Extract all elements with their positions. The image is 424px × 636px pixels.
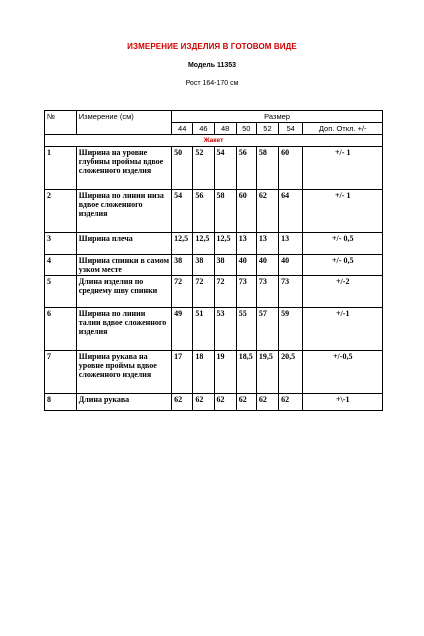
size-value: 20,5 — [279, 351, 303, 394]
measurement-name: Длина изделия по среднему шву спинки — [76, 276, 171, 308]
size-value: 40 — [236, 255, 256, 276]
row-number: 8 — [45, 394, 77, 411]
table-row — [45, 276, 383, 308]
row-number: 1 — [45, 147, 77, 190]
height-range: Рост 164-170 см — [185, 80, 239, 87]
size-value: 18 — [193, 351, 214, 394]
size-value: 18,5 — [236, 351, 256, 394]
size-value: 52 — [193, 147, 214, 190]
size-header: 54 — [279, 123, 303, 135]
size-value: 53 — [214, 308, 236, 351]
size-value: 60 — [236, 190, 256, 233]
size-value: 13 — [236, 233, 256, 255]
size-header: 44 — [172, 123, 193, 135]
size-value: 54 — [172, 190, 193, 233]
table-row — [45, 308, 383, 351]
size-value: 50 — [172, 147, 193, 190]
size-value: 40 — [256, 255, 278, 276]
measurement-name: Ширина на уровне глубины проймы вдвое сложенного изделия — [76, 147, 171, 190]
size-value: 73 — [236, 276, 256, 308]
tolerance-value: +/- 1 — [303, 147, 383, 190]
size-header: 52 — [256, 123, 278, 135]
tolerance-value: +\-1 — [303, 394, 383, 411]
table-row — [45, 233, 383, 255]
size-value: 64 — [279, 190, 303, 233]
tolerance-value: +/-1 — [303, 308, 383, 351]
size-value: 19 — [214, 351, 236, 394]
measurement-name: Ширина рукава на уровне проймы вдвое сложенного изделия — [76, 351, 171, 394]
size-value: 58 — [256, 147, 278, 190]
section-row — [45, 135, 383, 147]
tolerance-value: +/- 0,5 — [303, 255, 383, 276]
measurement-name: Длина рукава — [76, 394, 171, 411]
size-value: 72 — [193, 276, 214, 308]
size-value: 73 — [279, 276, 303, 308]
size-value: 51 — [193, 308, 214, 351]
size-header: 50 — [236, 123, 256, 135]
size-value: 62 — [279, 394, 303, 411]
size-value: 55 — [236, 308, 256, 351]
measurement-name: Ширина по линии низа вдвое сложенного изделия — [76, 190, 171, 233]
header-measurement: Измерение (см) — [76, 111, 171, 135]
size-value: 58 — [214, 190, 236, 233]
row-number: 6 — [45, 308, 77, 351]
row-number: 5 — [45, 276, 77, 308]
size-value: 13 — [256, 233, 278, 255]
size-value: 54 — [214, 147, 236, 190]
measurement-name: Ширина плеча — [76, 233, 171, 255]
model-number: Модель 11353 — [187, 62, 237, 69]
table-row — [45, 394, 383, 411]
table-row — [45, 351, 383, 394]
size-value: 38 — [214, 255, 236, 276]
tolerance-value: +/-0,5 — [303, 351, 383, 394]
size-value: 17 — [172, 351, 193, 394]
row-number: 2 — [45, 190, 77, 233]
size-value: 73 — [256, 276, 278, 308]
tolerance-value: +/- 0,5 — [303, 233, 383, 255]
tolerance-value: +/- 1 — [303, 190, 383, 233]
size-value: 49 — [172, 308, 193, 351]
table-row — [45, 147, 383, 190]
size-value: 62 — [256, 190, 278, 233]
row-number: 7 — [45, 351, 77, 394]
size-value: 62 — [193, 394, 214, 411]
row-number: 4 — [45, 255, 77, 276]
measurement-name: Ширина спинки в самом узком месте — [76, 255, 171, 276]
size-value: 62 — [172, 394, 193, 411]
header-size-group: Размер — [172, 111, 383, 123]
size-value: 62 — [214, 394, 236, 411]
size-header: 48 — [214, 123, 236, 135]
size-value: 40 — [279, 255, 303, 276]
size-value: 56 — [193, 190, 214, 233]
size-value: 62 — [236, 394, 256, 411]
header-number: № — [45, 111, 77, 135]
size-value: 56 — [236, 147, 256, 190]
size-value: 12,5 — [214, 233, 236, 255]
size-value: 72 — [214, 276, 236, 308]
measurement-table — [44, 110, 383, 411]
size-value: 62 — [256, 394, 278, 411]
size-value: 38 — [172, 255, 193, 276]
size-value: 57 — [256, 308, 278, 351]
measurement-name: Ширина по линии талии вдвое сложенного изделия — [76, 308, 171, 351]
header-row — [45, 111, 383, 123]
section-label: Жакет — [45, 135, 383, 147]
size-value: 59 — [279, 308, 303, 351]
size-value: 13 — [279, 233, 303, 255]
table-row — [45, 255, 383, 276]
size-value: 38 — [193, 255, 214, 276]
row-number: 3 — [45, 233, 77, 255]
size-value: 60 — [279, 147, 303, 190]
size-value: 12,5 — [193, 233, 214, 255]
table-row — [45, 190, 383, 233]
document-title: ИЗМЕРЕНИЕ ИЗДЕЛИЯ В ГОТОВОМ ВИДЕ — [127, 42, 297, 51]
header-tolerance: Доп. Откл. +/- — [303, 123, 383, 135]
size-value: 12,5 — [172, 233, 193, 255]
tolerance-value: +/-2 — [303, 276, 383, 308]
size-header: 46 — [193, 123, 214, 135]
size-value: 19,5 — [256, 351, 278, 394]
size-value: 72 — [172, 276, 193, 308]
